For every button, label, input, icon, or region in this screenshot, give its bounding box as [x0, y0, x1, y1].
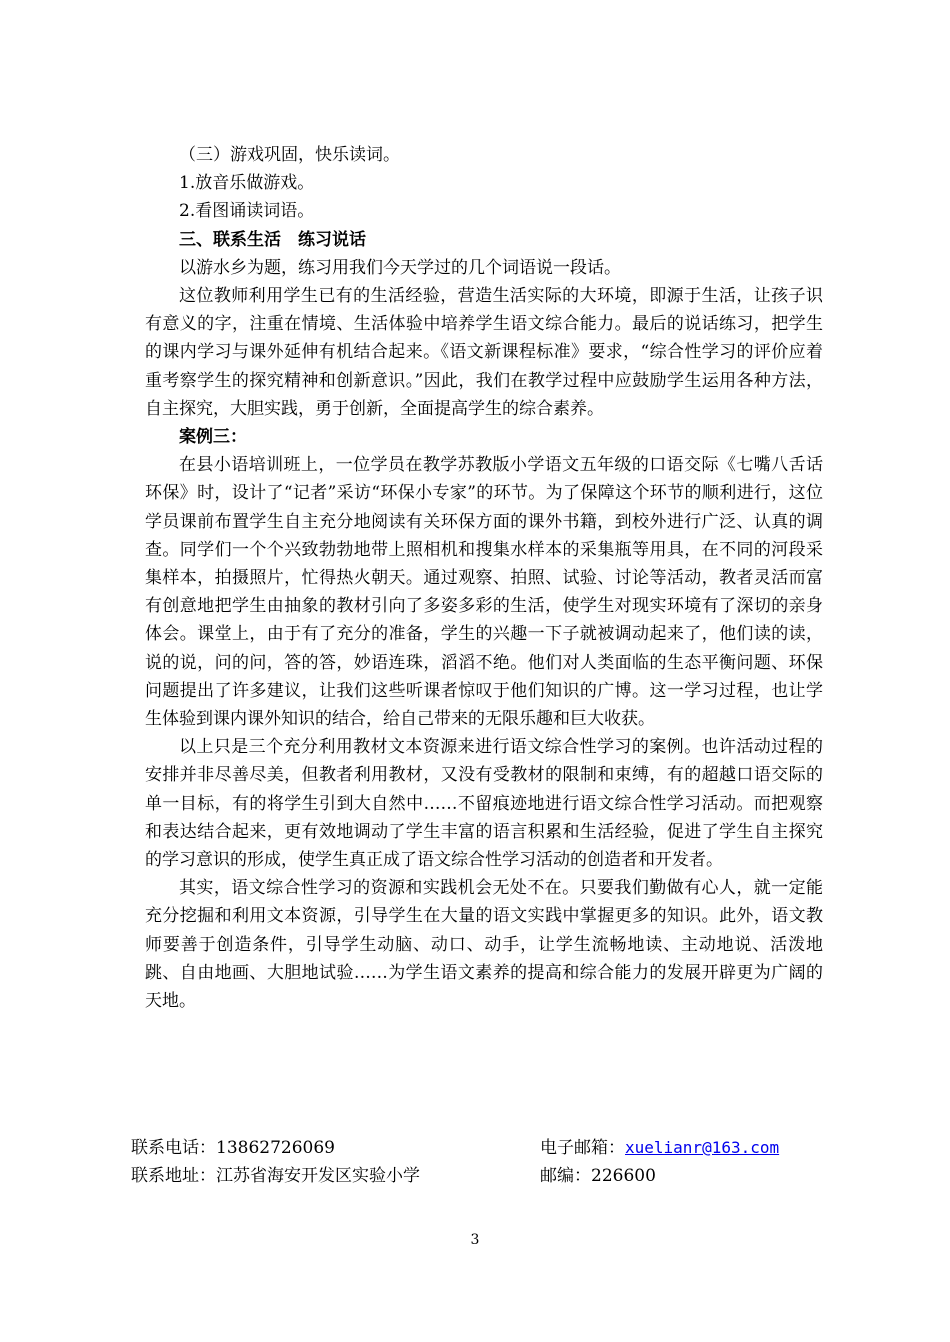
section-heading: 案例三：: [179, 427, 247, 448]
paragraph: 以游水乡为题，练习用我们今天学过的几个词语说一段话。: [179, 257, 621, 278]
page-number: 3: [470, 1232, 480, 1248]
paragraph: （三）游戏巩固，快乐读词。: [179, 145, 400, 165]
contact-address: [131, 1162, 420, 1190]
zip-value: 226600: [591, 1166, 656, 1186]
section-heading: 三、联系生活 练习说话: [179, 229, 366, 250]
contact-zip: [540, 1162, 656, 1190]
address-value: 江苏省海安开发区实验小学: [216, 1166, 420, 1186]
paragraph: 1.放音乐做游戏。: [179, 173, 315, 194]
document-body: [145, 141, 823, 1015]
zip-label: 邮编：: [540, 1166, 591, 1186]
address-label: 联系地址：: [131, 1166, 216, 1186]
paragraph: 在县小语培训班上，一位学员在教学苏教版小学语文五年级的口语交际《七嘴八舌话环保》时，设计了“记者”采访“环保小专家”的环节。为了保障这个环节的顺利进行，这位学员课前布置学生自主充分地阅读有关环保方面的课外书籍，到校外进行广泛、认真的调查。同学们一个个兴致勃勃地带上照相机和搜集水样本的采集瓶等用具，在不同的河段采集样本，拍摄照片，忙得热火朝天。通过观察、拍照、试验、讨论等活动，教者灵活而富有创意地把学生由抽象的教材引向了多姿多彩的生活，使学生对现实环境有了深切的亲身体会。课堂上，由于有了充分的准备，学生的兴趣一下子就被调动起来了，他们读的读，说的说，问的问，答的答，妙语连珠，滔滔不绝。他们对人类面临的生态平衡问题、环保问题提出了许多建议，让我们这些听课者惊叹于他们知识的广博。这一学习过程，也让学生体验到课内课外知识的结合，给自己带来的无限乐趣和巨大收获。: [145, 455, 823, 730]
email-link[interactable]: xuelianr@163.com: [625, 1138, 780, 1157]
paragraph: 2.看图诵读词语。: [179, 201, 315, 222]
contact-phone: [131, 1134, 335, 1162]
phone-value: 13862726069: [216, 1138, 335, 1158]
email-label: 电子邮箱：: [540, 1138, 625, 1158]
paragraph: 这位教师利用学生已有的生活经验，营造生活实际的大环境，即源于生活，让孩子识有意义的字，注重在情境、生活体验中培养学生语文综合能力。最后的说话练习，把学生的课内学习与课外延伸有机结合起来。《语文新课程标准》要求，“综合性学习的评价应着重考察学生的探究精神和创新意识。”因此，我们在教学过程中应鼓励学生运用各种方法，自主探究，大胆实践，勇于创新，全面提高学生的综合素养。: [145, 286, 823, 419]
phone-label: 联系电话：: [131, 1138, 216, 1158]
paragraph: 以上只是三个充分利用教材文本资源来进行语文综合性学习的案例。也许活动过程的安排并非尽善尽美，但教者利用教材，又没有受教材的限制和束缚，有的超越口语交际的单一目标，有的将学生引到大自然中……不留痕迹地进行语文综合性学习活动。而把观察和表达结合起来，更有效地调动了学生丰富的语言积累和生活经验，促进了学生自主探究的学习意识的形成，使学生真正成了语文综合性学习活动的创造者和开发者。: [145, 737, 823, 871]
paragraph: 其实，语文综合性学习的资源和实践机会无处不在。只要我们勤做有心人，就一定能充分挖掘和利用文本资源，引导学生在大量的语文实践中掌握更多的知识。此外，语文教师要善于创造条件，引导学生动脑、动口、动手，让学生流畅地读、主动地说、活泼地跳、自由地画、大胆地试验……为学生语文素养的提高和综合能力的发展开辟更为广阔的天地。: [145, 878, 823, 1012]
contact-email: [540, 1134, 779, 1162]
